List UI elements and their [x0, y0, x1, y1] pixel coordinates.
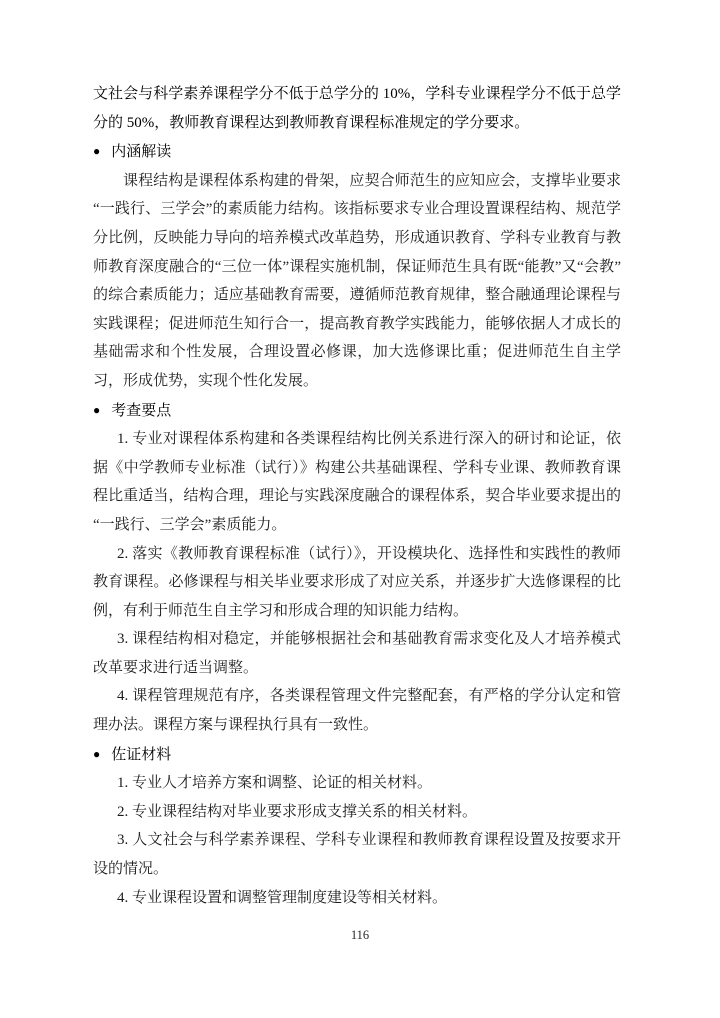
numbered-item: 4. 课程管理规范有序，各类课程管理文件完整配套，有严格的学分认定和管理办法。课程方案与课程执行具有一致性。	[93, 688, 621, 734]
section-heading-text: 考查要点	[111, 402, 172, 419]
bullet-icon: ●	[93, 746, 101, 761]
body-paragraph: 课程结构是课程体系构建的骨架，应契合师范生的应知应会，支撑毕业要求“一践行、三学会”的素质能力结构。该指标要求专业合理设置课程结构、规范学分比例，反映能力导向的培养模式改革趋势，形成通识教育、学科专业教育与教师教育深度融合的“三位一体”课程实施机制，保证师范生具有既“能教”又“会教”的综合素质能力；适应基础教育需要，遵循师范教育规律，整合融通理论课程与实践课程；促进师范生知行合一，提高教育教学实践能力，能够依据人才成长的基础需求和个性发展，合理设置必修课，加大选修课比重；促进师范生自主学习，形成优势，实现个性化发展。	[93, 172, 621, 389]
numbered-item: 3. 课程结构相对稳定，并能够根据社会和基础教育需求变化及人才培养模式改革要求进行适当调整。	[93, 631, 621, 676]
section-review-points	[93, 396, 621, 740]
section-heading-text: 内涵解读	[111, 144, 172, 161]
section-heading-connotation	[93, 137, 621, 167]
bullet-icon: ●	[93, 144, 101, 159]
numbered-item: 1. 专业人才培养方案和调整、论证的相关材料。	[117, 775, 433, 792]
numbered-item: 1. 专业对课程体系构建和各类课程结构比例关系进行深入的研讨和论证，依据《中学教师专业标准（试行）》构建公共基础课程、学科专业课、教师教育课程比重适当，结构合理，理论与实践深度融合的课程体系，契合毕业要求提出的“一践行、三学会”素质能力。	[93, 431, 621, 533]
bullet-icon: ●	[93, 402, 101, 417]
page-number: 116	[350, 928, 370, 942]
numbered-item: 3. 人文社会与科学素养课程、学科专业课程和教师教育课程设置及按要求开设的情况。	[93, 832, 621, 878]
section-connotation	[93, 137, 621, 395]
section-heading-text: 佐证材料	[111, 746, 172, 763]
section-heading-review-points	[93, 396, 621, 426]
numbered-item: 4. 专业课程设置和调整管理制度建设等相关材料。	[117, 889, 448, 906]
continued-bold-paragraph: 文社会与科学素养课程学分不低于总学分的 10%，学科专业课程学分不低于总学分的 50%，教师教育课程达到教师教育课程标准规定的学分要求。	[93, 86, 621, 131]
numbered-item: 2. 专业课程结构对毕业要求形成支撑关系的相关材料。	[117, 803, 478, 820]
section-heading-supporting-materials	[93, 740, 621, 770]
page-content	[93, 80, 621, 912]
numbered-item: 2. 落实《教师教育课程标准（试行）》，开设模块化、选择性和实践性的教师教育课程。必修课程与相关毕业要求形成了对应关系，并逐步扩大选修课程的比例，有利于师范生自主学习和形成合理的知识能力结构。	[93, 545, 621, 619]
section-supporting-materials	[93, 740, 621, 913]
